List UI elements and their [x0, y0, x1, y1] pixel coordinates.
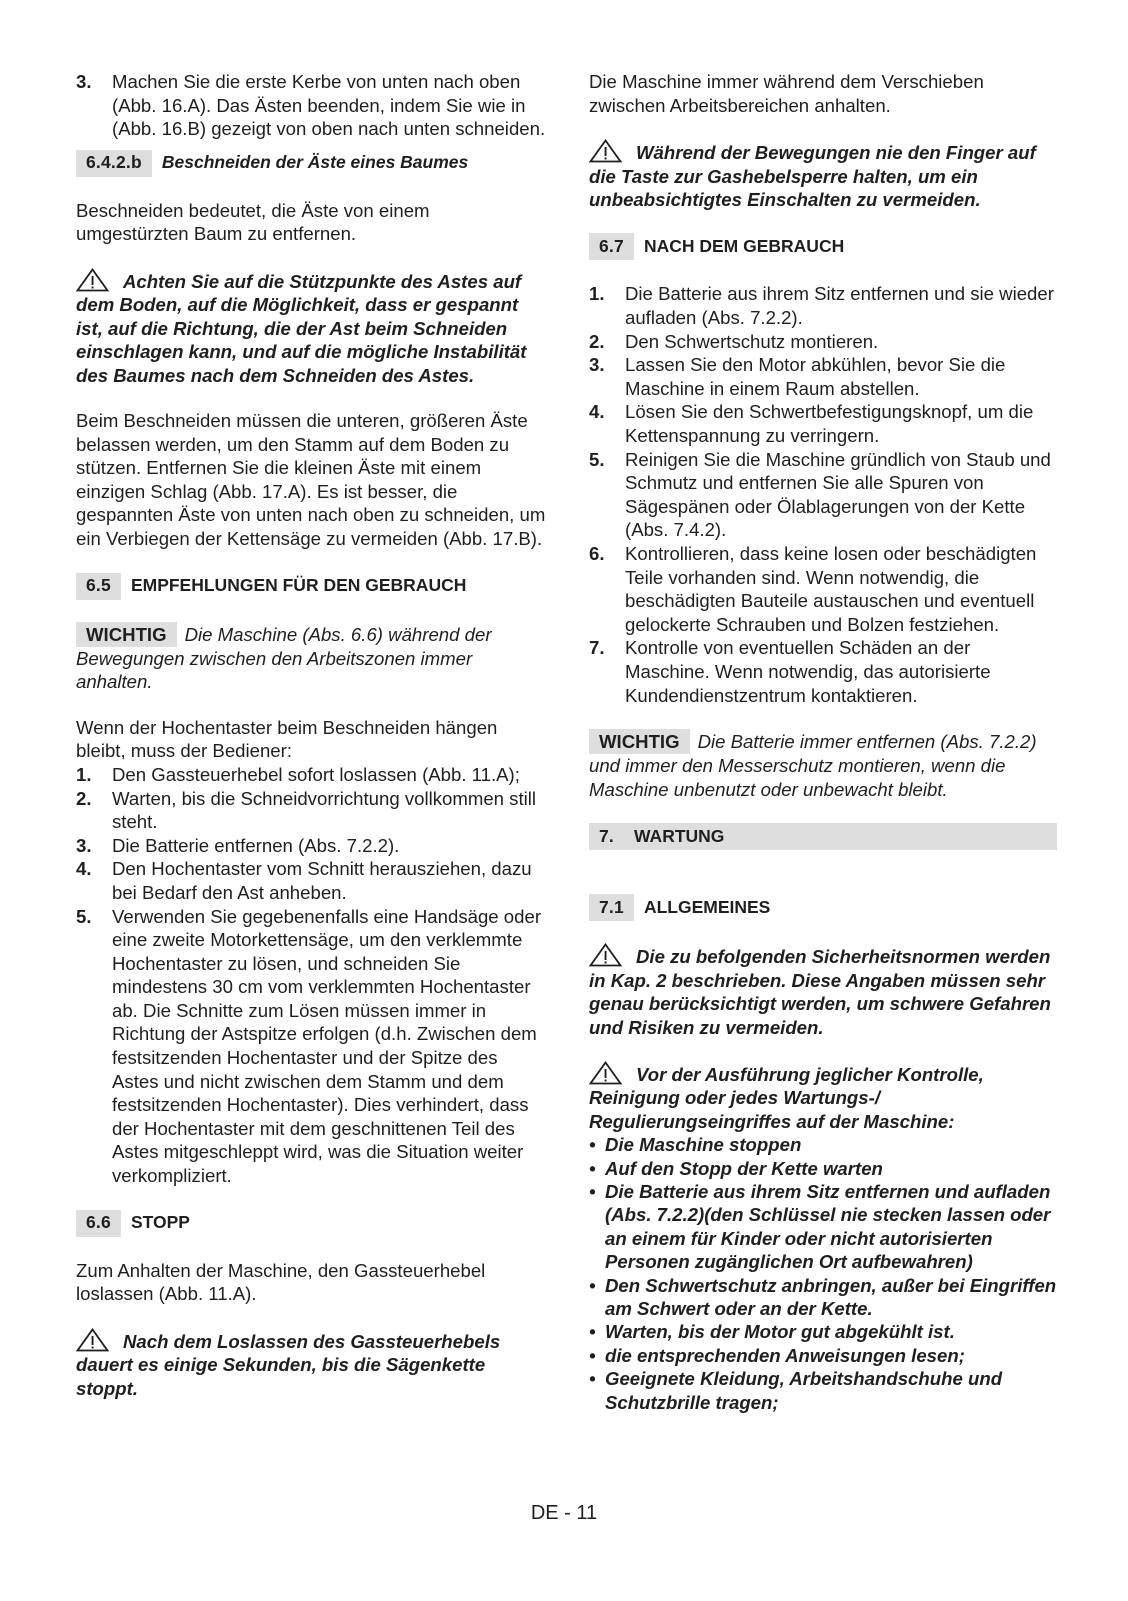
bullet-item: [589, 1367, 1057, 1414]
warning-triangle-icon: [589, 1061, 622, 1085]
after-use-steps-list: [589, 282, 1057, 707]
warning-block-2: [76, 1328, 546, 1400]
bullet-icon: •: [589, 1180, 596, 1202]
step-number: 3.: [76, 834, 92, 856]
step-text: Den Schwertschutz montieren.: [625, 330, 879, 352]
left-column: [76, 70, 546, 1400]
section-number: 6.7: [589, 233, 634, 260]
important-note-2: [589, 729, 1057, 801]
section-heading-6-6: [76, 1210, 546, 1237]
step-text: Machen Sie die erste Kerbe von unten nach oben (Abb. 16.A). Das Ästen beenden, indem Sie wie in (Abb. 16.B) gezeigt von oben nach unten schneiden.: [112, 71, 546, 140]
bullet-item: [589, 1320, 1057, 1343]
section-heading-6-5: [76, 573, 546, 600]
section-number: 6.4.2.b: [76, 150, 152, 177]
important-badge: WICHTIG: [589, 729, 690, 754]
paragraph-stopp: Zum Anhalten der Maschine, den Gassteuerhebel loslassen (Abb. 11.A).: [76, 1259, 486, 1305]
section-number: 7.1: [589, 894, 634, 921]
bullet-icon: •: [589, 1134, 596, 1156]
step-number: 7.: [589, 637, 605, 659]
list-item: [76, 70, 546, 141]
step-text: Kontrollieren, dass keine losen oder beschädigten Teile vorhanden sind. Wenn notwendig, die beschädigten Bauteile austauschen und eventuell gelockerte Schrauben und Bolzen festziehen.: [625, 542, 1037, 635]
bullet-text: Geeignete Kleidung, Arbeitshandschuhe und Schutzbrille tragen;: [605, 1368, 1003, 1413]
list-item: [76, 857, 546, 904]
important-note-1: [76, 622, 546, 694]
list-item: [76, 834, 546, 858]
bullet-text: Warten, bis der Motor gut abgekühlt ist.: [605, 1321, 955, 1343]
step-number: 4.: [589, 401, 605, 423]
bullet-icon: •: [589, 1368, 596, 1390]
section-number: 7.: [599, 825, 614, 846]
step-text: Lösen Sie den Schwertbefestigungsknopf, um die Kettenspannung zu verringern.: [625, 401, 1034, 446]
step-text: Kontrolle von eventuellen Schäden an der Maschine. Wenn notwendig, das autorisierte Kundendienstzentrum kontaktieren.: [625, 637, 991, 706]
paragraph-beschneiden-definition: Beschneiden bedeutet, die Äste von einem umgestürzten Baum zu entfernen.: [76, 199, 430, 245]
step-text: Verwenden Sie gegebenenfalls eine Handsäge oder eine zweite Motorkettensäge, um den verklemmte Hochentaster zu lösen, und schneiden Sie mindestens 30 cm vom verklemmten Hochentaster ab. Die Schnitte zum Lösen müssen immer in Richtung der Astspitze erfolgen (d.h. Zwischen dem festsitzenden Hochentaster und der Spitze des Astes und nicht zwischen dem Stamm und dem festsitzenden Hochentaster). Dies verhindert, dass der Hochentaster mit dem geschnittenen Teil des Astes mitgeschleppt wird, was die Situation weiter verkompliziert.: [112, 905, 542, 1187]
warning-text: Während der Bewegungen nie den Finger auf die Taste zur Gashebelsperre halten, um ein unbeabsichtigtes Einschalten zu vermeiden.: [589, 142, 1036, 210]
section-heading-7-1: [589, 894, 1057, 921]
warning-triangle-icon: [76, 1328, 109, 1352]
bullet-text: Auf den Stopp der Kette warten: [605, 1157, 883, 1179]
step-text: Den Hochentaster vom Schnitt herausziehen, dazu bei Bedarf den Ast anheben.: [112, 858, 532, 903]
right-column: [589, 70, 1057, 1414]
warning-text: Achten Sie auf die Stützpunkte des Astes auf dem Boden, auf die Möglichkeit, dass er gespannt ist, auf die Richtung, die der Ast beim Schneiden einschlagen kann, und auf die mögliche Instabilität des Baumes nach dem Schneiden des Astes.: [76, 270, 527, 386]
stuck-steps-list: [76, 763, 546, 1188]
bullet-item: [589, 1274, 1057, 1321]
step-text: Warten, bis die Schneidvorrichtung vollkommen still steht.: [112, 787, 537, 833]
step-number: 5.: [589, 448, 605, 470]
warning-block-3: [589, 139, 1057, 211]
step-text: Die Batterie aus ihrem Sitz entfernen und sie wieder aufladen (Abs. 7.2.2).: [625, 283, 1054, 328]
list-item: [76, 905, 546, 1188]
paragraph-stuck-intro: Wenn der Hochentaster beim Beschneiden hängen bleibt, muss der Bediener:: [76, 716, 498, 762]
step-text: Reinigen Sie die Maschine gründlich von Staub und Schmutz und entfernen Sie alle Spuren von Sägespänen oder Ölablagerungen von der Kette (Abs. 7.4.2).: [625, 448, 1051, 541]
bullet-item: [589, 1133, 1057, 1156]
step-text: Lassen Sie den Motor abkühlen, bevor Sie die Maschine in einem Raum abstellen.: [625, 354, 1006, 399]
warning-triangle-icon: [76, 268, 109, 292]
bullet-text: Den Schwertschutz anbringen, außer bei Eingriffen am Schwert oder an der Kette.: [605, 1274, 1057, 1319]
bullet-item: [589, 1157, 1057, 1180]
step-number: 4.: [76, 858, 92, 880]
bullet-icon: •: [589, 1321, 596, 1343]
step-text: Den Gassteuerhebel sofort loslassen (Abb. 11.A);: [112, 763, 520, 785]
step-number: 1.: [589, 283, 605, 305]
section-title: EMPFEHLUNGEN FÜR DEN GEBRAUCH: [130, 575, 467, 596]
list-item: [76, 763, 546, 787]
list-item: [589, 353, 1057, 400]
section-heading-7: [589, 823, 1057, 850]
bullet-text: Die Batterie aus ihrem Sitz entfernen und aufladen (Abs. 7.2.2)(den Schlüssel nie stecken lassen oder an einem für Kinder oder nicht autorisierten Personen zugänglichen Ort aufbewahren): [605, 1180, 1051, 1273]
step-number: 1.: [76, 763, 92, 785]
warning-text: Die zu befolgenden Sicherheitsnormen werden in Kap. 2 beschrieben. Diese Angaben müssen sehr genau berücksichtigt werden, um schwere Gefahren und Risiken zu vermeiden.: [589, 946, 1051, 1038]
step-number: 2.: [589, 330, 605, 352]
warning-text: Vor der Ausführung jeglicher Kontrolle, Reinigung oder jedes Wartungs-/ Regulierungseingriffes auf der Maschine:: [589, 1063, 984, 1132]
list-item: [589, 448, 1057, 542]
important-text: Die Maschine (Abs. 6.6) während der Bewegungen zwischen den Arbeitszonen immer anhalten.: [76, 623, 492, 693]
warning-text: Nach dem Loslassen des Gassteuerhebels dauert es einige Sekunden, bis die Sägenkette stoppt.: [76, 1330, 501, 1399]
bullet-text: die entsprechenden Anweisungen lesen;: [605, 1344, 965, 1366]
bullet-icon: •: [589, 1157, 596, 1179]
paragraph-beschneiden: Beim Beschneiden müssen die unteren, größeren Äste belassen werden, um den Stamm auf dem Boden zu stützen. Entfernen Sie die kleinen Äste mit einem einzigen Schlag (Abb. 17.A). Es ist besser, die gespannten Äste von unten nach oben zu schneiden, um ein Verbiegen der Kettensäge zu vermeiden (Abb. 17.B).: [76, 410, 546, 549]
bullet-text: Die Maschine stoppen: [605, 1134, 802, 1156]
section-number: 6.5: [76, 573, 121, 600]
bullet-icon: •: [589, 1344, 596, 1366]
list-item: [589, 400, 1057, 447]
step-number: 3.: [76, 71, 92, 92]
warning-triangle-icon: [589, 943, 622, 967]
section-title: STOPP: [130, 1212, 190, 1233]
section-title: Beschneiden der Äste eines Baumes: [161, 152, 469, 173]
paragraph-intro: Die Maschine immer während dem Verschieben zwischen Arbeitsbereichen anhalten.: [589, 71, 984, 116]
step-number: 6.: [589, 542, 605, 564]
step-list-continued: [76, 70, 546, 141]
warning-triangle-icon: [589, 139, 622, 163]
bullet-item: [589, 1344, 1057, 1367]
section-title: WARTUNG: [634, 825, 725, 846]
bullet-item: [589, 1180, 1057, 1274]
list-item: [589, 282, 1057, 329]
section-title: ALLGEMEINES: [643, 896, 771, 917]
list-item: [589, 542, 1057, 636]
step-text: Die Batterie entfernen (Abs. 7.2.2).: [112, 834, 400, 856]
list-item: [589, 636, 1057, 707]
warning-block-5: [589, 1061, 1057, 1414]
bullet-icon: •: [589, 1274, 596, 1296]
step-number: 3.: [589, 354, 605, 376]
section-heading-6-4-2b: [76, 150, 546, 177]
important-badge: WICHTIG: [76, 622, 177, 647]
step-number: 5.: [76, 905, 92, 927]
maintenance-bullet-list: [589, 1133, 1057, 1414]
warning-block-4: [589, 943, 1057, 1039]
list-item: [76, 787, 546, 834]
page-number: DE - 11: [530, 1502, 598, 1524]
section-number: 6.6: [76, 1210, 121, 1237]
warning-block-1: [76, 268, 546, 387]
list-item: [589, 330, 1057, 354]
section-title: NACH DEM GEBRAUCH: [643, 236, 845, 257]
step-number: 2.: [76, 787, 92, 809]
important-text: Die Batterie immer entfernen (Abs. 7.2.2) und immer den Messerschutz montieren, wenn die Maschine unbenutzt oder unbewacht bleibt.: [589, 731, 1037, 800]
section-heading-6-7: [589, 233, 1057, 260]
